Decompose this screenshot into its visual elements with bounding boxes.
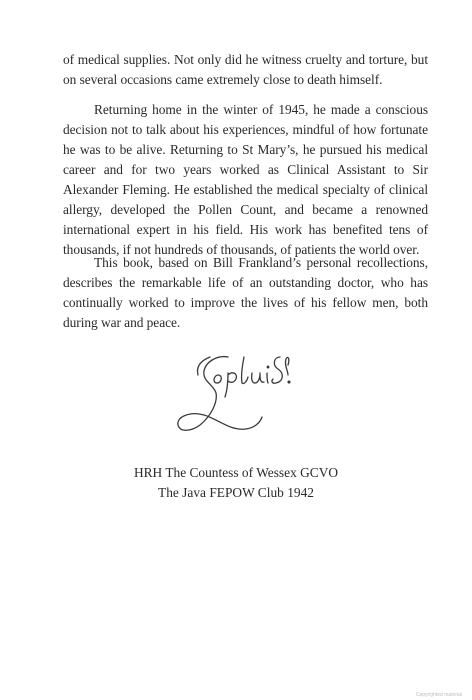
- paragraph-return-home: [63, 100, 428, 260]
- signature-icon: [170, 345, 340, 445]
- paragraph-text: Returning home in the winter of 1945, he made a conscious decision not to talk about his experiences, mindful of how fortunate he was to be alive. Returning to St Mary’s, he pursued his medical career and for two years worked as Clinical Assistant to Sir Alexander Fleming. He established the medical specialty of clinical allergy, developed the Pollen Count, and became a renowned international expert in his field. His work has benefited tens of thousands, if not hundreds of thousands, of patients the world over.: [63, 102, 428, 257]
- paragraph-text: of medical supplies. Not only did he witness cruelty and torture, but on several occasions came extremely close to death himself.: [63, 52, 428, 87]
- attribution-organization: The Java FEPOW Club 1942: [158, 485, 314, 500]
- copyright-watermark: Copyrighted material: [415, 692, 462, 698]
- paragraph-text: This book, based on Bill Frankland’s personal recollections, describes the remarkable life of an outstanding doctor, who has continually worked to improve the lives of his fellow men, both during war and peace.: [63, 255, 428, 330]
- paragraph-continuation: [63, 50, 428, 90]
- attribution-name: HRH The Countess of Wessex GCVO: [133, 465, 339, 480]
- paragraph-book-summary: [63, 253, 428, 333]
